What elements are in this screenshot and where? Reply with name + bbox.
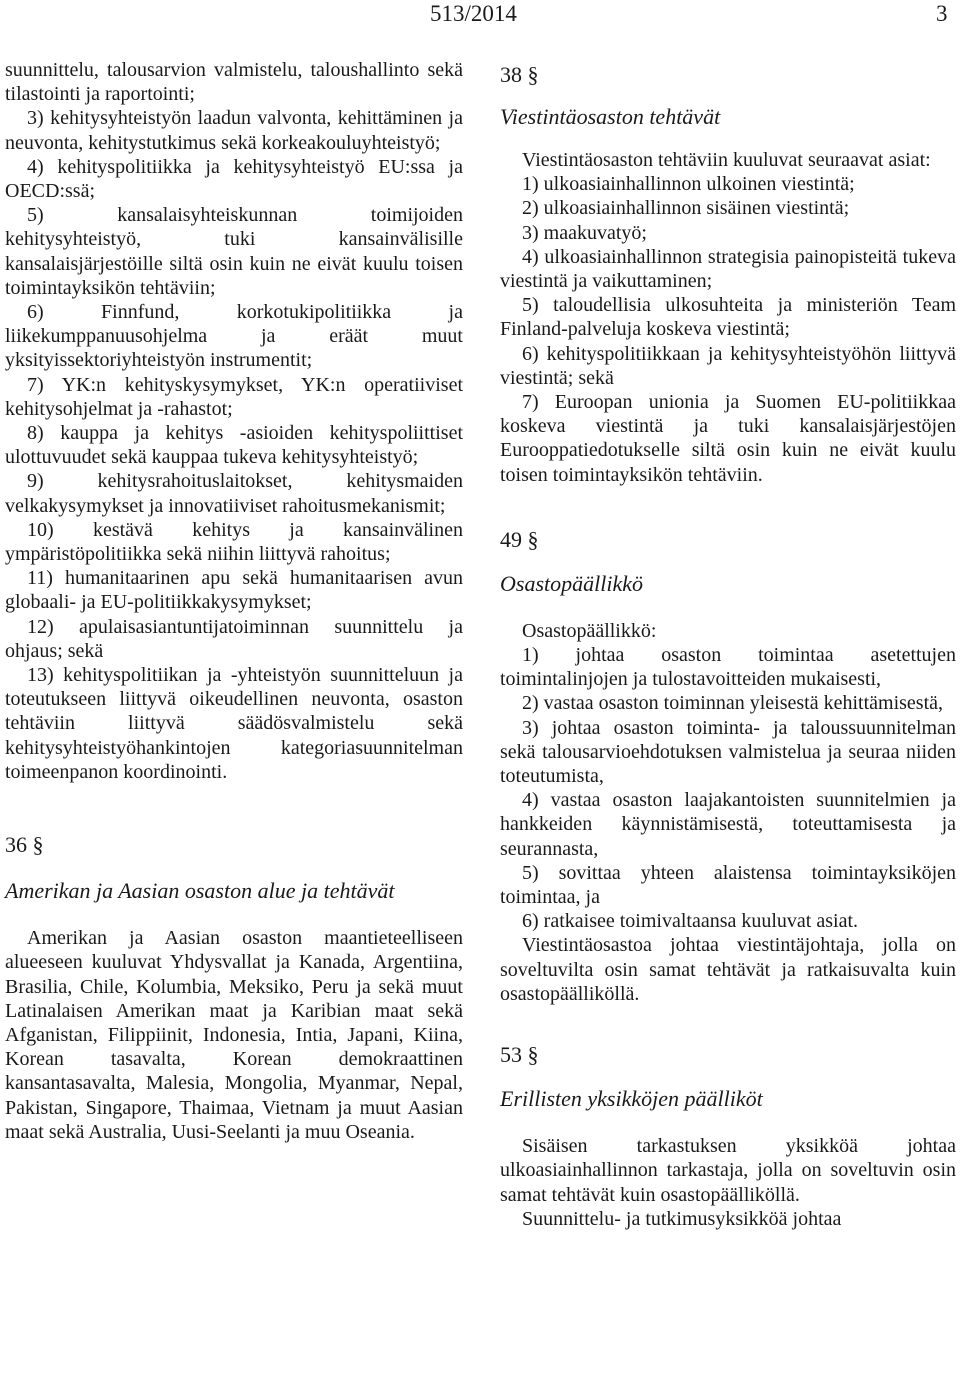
list-item: 4) kehityspolitiikka ja kehitysyhteistyö EU:ssa ja OECD:ssä; [5, 155, 463, 203]
list-item: 1) johtaa osaston toimintaa asetettujen toimintalinjojen ja tulostavoitteiden mukaisesti, [500, 644, 956, 691]
spacer [500, 88, 956, 104]
section-number: 36 § [5, 832, 44, 858]
list-item: 6) Finnfund, korkotukipolitiikka ja liikekumppanuusohjelma ja eräät muut yksityissektoriyhteistyön instrumentit; [5, 301, 463, 372]
section-number: 38 § [500, 62, 539, 87]
paragraph: suunnittelu, talousarvion valmistelu, taloushallinto sekä tilastointi ja raportointi; [5, 59, 463, 106]
spacer [5, 904, 463, 926]
spacer [500, 1112, 956, 1134]
spacer [500, 130, 956, 148]
section-number: 49 § [500, 526, 539, 552]
section-title: Amerikan ja Aasian osaston alue ja tehtävät [5, 878, 395, 904]
list-item: 9) kehitysrahoituslaitokset, kehitysmaiden velkakysymykset ja innovatiiviset rahoitusmekanismit; [5, 470, 463, 517]
page-number: 3 [936, 1, 948, 26]
list-item: 7) Euroopan unionia ja Suomen EU-politiikkaa koskeva viestintä ja tuki kansalaisjärjestöjen Eurooppatiedotukselle siltä osin kuin ne eivät kuulu toisen toimintayksikön tehtäviin. [500, 391, 956, 486]
spacer [500, 597, 956, 619]
left-column [5, 58, 463, 1144]
spacer [500, 1006, 956, 1042]
statute-number: 513/2014 [430, 1, 517, 26]
list-item: 5) taloudellisia ulkosuhteita ja ministeriön Team Finland-palveluja koskeva viestintä; [500, 294, 956, 341]
list-item: 6) ratkaisee toimivaltaansa kuuluvat asiat. [522, 910, 858, 933]
list-item: 12) apulaisasiantuntijatoiminnan suunnittelu ja ohjaus; sekä [5, 615, 463, 662]
list-item: 1) ulkoasiainhallinnon ulkoinen viestintä; [522, 173, 855, 196]
list-item: 8) kauppa ja kehitys -asioiden kehityspoliittiset ulottuvuudet sekä kauppaa tukeva kehitysyhteistyö; [5, 422, 463, 469]
spacer [500, 1068, 956, 1086]
list-item: 7) YK:n kehityskysymykset, YK:n operatiiviset kehitysohjelmat ja -rahastot; [5, 373, 463, 420]
list-item: 4) ulkoasiainhallinnon strategisia painopisteitä tukeva viestintä ja vaikuttaminen; [500, 245, 956, 293]
list-item: 13) kehityspolitiikan ja -yhteistyön suunnitteluun ja toteutukseen liittyvä oikeudellinen neuvonta, osaston tehtäviin liittyvä säädösvalmistelu sekä kehitysyhteistyöhankintojen kategoriasuunnitelman toimeenpanon koordinointi. [5, 664, 463, 783]
list-item: 6) kehityspolitiikkaan ja kehitysyhteistyöhön liittyvä viestintä; sekä [500, 342, 956, 389]
section-number: 53 § [500, 1042, 539, 1068]
paragraph: Osastopäällikkö: [522, 619, 657, 642]
list-item: 3) kehitysyhteistyön laadun valvonta, kehittäminen ja neuvonta, kehitystutkimus sekä korkeakouluyhteistyö; [5, 107, 463, 154]
spacer [500, 487, 956, 527]
list-item: 2) vastaa osaston toiminnan yleisestä kehittämisestä, [522, 692, 944, 715]
section-title: Viestintäosaston tehtävät [500, 104, 721, 129]
spacer [500, 553, 956, 571]
list-item: 11) humanitaarinen apu sekä humanitaarisen avun globaali- ja EU-politiikkakysymykset; [5, 567, 463, 614]
list-item: 5) kansalaisyhteiskunnan toimijoiden kehitysyhteistyö, tuki kansainvälisille kansalaisjärjestöille siltä osin kuin ne eivät kuulu toisen toimintayksikön tehtäviin; [5, 204, 463, 299]
right-column [500, 62, 956, 1231]
spacer [5, 784, 463, 832]
section-title: Erillisten yksikköjen päälliköt [500, 1086, 763, 1112]
section-title: Osastopäällikkö [500, 570, 643, 596]
list-item: 3) maakuvatyö; [522, 221, 647, 244]
paragraph: Viestintäosastoa johtaa viestintäjohtaja, jolla on soveltuvilta osin samat tehtävät ja ratkaisuvalta kuin osastopäälliköllä. [500, 934, 956, 1005]
list-item: 5) sovittaa yhteen alaistensa toimintayksiköjen toimintaa, ja [500, 861, 956, 909]
list-item: 2) ulkoasiainhallinnon sisäinen viestintä; [522, 197, 850, 220]
list-item: 4) vastaa osaston laajakantoisten suunnitelmien ja hankkeiden käynnistämisestä, toteuttamisesta ja seurannasta, [500, 789, 956, 860]
paragraph: Suunnittelu- ja tutkimusyksikköä johtaa [522, 1207, 842, 1230]
list-item: 3) johtaa osaston toiminta- ja taloussuunnitelman sekä talousarvioehdotuksen valmistelua ja seuraa niiden toteutumista, [500, 716, 956, 788]
list-item: 10) kestävä kehitys ja kansainvälinen ympäristöpolitiikka sekä niihin liittyvä rahoitus; [5, 518, 463, 566]
paragraph: Viestintäosaston tehtäviin kuuluvat seuraavat asiat: [522, 149, 931, 171]
paragraph: Sisäisen tarkastuksen yksikköä johtaa ulkoasiainhallinnon tarkastaja, jolla on soveltuvin osin samat tehtävät kuin osastopäälliköllä. [500, 1135, 956, 1206]
spacer [5, 858, 463, 878]
paragraph: Amerikan ja Aasian osaston maantieteelliseen alueeseen kuuluvat Yhdysvallat ja Kanada, Argentiina, Brasilia, Chile, Kolumbia, Meksiko, Peru ja sekä muut Latinalaisen Amerikan maat ja Karibian maat sekä Afganistan, Filippiinit, Indonesia, Intia, Japani, Kiina, Korean tasavalta, Korean demokraattinen kansantasavalta, Malesia, Mongolia, Myanmar, Nepal, Pakistan, Singapore, Thaimaa, Vietnam ja muut Aasian maat sekä Australia, Uusi-Seelanti ja muu Oseania. [5, 927, 463, 1143]
